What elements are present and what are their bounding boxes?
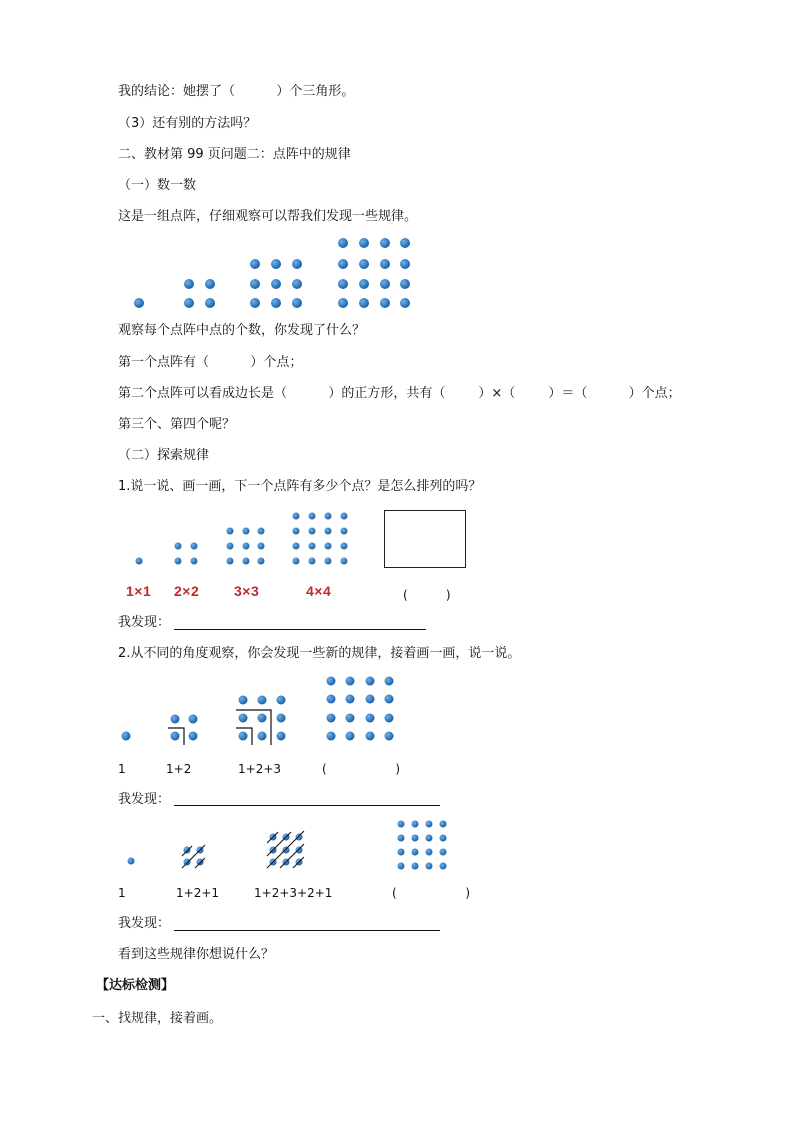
dot-matrix-row-4 xyxy=(128,821,447,870)
dot-matrix-1x1 xyxy=(134,298,144,308)
caption-4x4: 4×4 xyxy=(306,583,332,599)
first-matrix-question: 第一个点阵有（ ）个点； xyxy=(118,355,303,370)
caption-row3-3: 1+2+3 xyxy=(238,762,282,776)
dot-matrix-3x3 xyxy=(250,259,302,308)
found-label-3: 我发现： xyxy=(118,916,171,931)
answer-line-1[interactable] xyxy=(174,629,426,630)
dot-matrix-row-3 xyxy=(122,677,394,746)
dot-matrix-4x4 xyxy=(338,238,410,308)
section-2-heading: 二、教材第 99 页问题二：点阵中的规律 xyxy=(118,147,351,162)
answer-line-3[interactable] xyxy=(174,930,440,931)
answer-blank-row-3[interactable]: ( ) xyxy=(322,762,401,776)
caption-3x3: 3×3 xyxy=(234,583,260,599)
caption-1x1: 1×1 xyxy=(126,583,152,599)
caption-row4-3: 1+2+3+2+1 xyxy=(254,886,333,900)
subsection-count: （一）数一数 xyxy=(118,178,197,193)
exercise-1: 一、找规律，接着画。 xyxy=(92,1011,223,1026)
answer-line-2[interactable] xyxy=(174,805,440,806)
caption-2x2: 2×2 xyxy=(174,583,200,599)
observe-question: 观察每个点阵中点的个数，你发现了什么？ xyxy=(118,323,366,338)
conclusion-line: 我的结论：她摆了（ ）个三角形。 xyxy=(118,84,355,99)
third-fourth-question: 第三个、第四个呢？ xyxy=(118,417,236,432)
subsection-explore: （二）探索规律 xyxy=(118,448,210,463)
assessment-heading: 【达标检测】 xyxy=(96,978,175,993)
second-matrix-question: 第二个点阵可以看成边长是（ ）的正方形，共有（ ）×（ ）＝（ ）个点； xyxy=(118,386,681,401)
dot-matrix-2x2 xyxy=(184,279,215,308)
found-label-1: 我发现： xyxy=(118,615,171,630)
found-label-2: 我发现： xyxy=(118,792,171,807)
task-2: 2.从不同的角度观察，你会发现一些新的规律，接着画一画，说一说。 xyxy=(118,646,521,661)
caption-row3-1: 1 xyxy=(118,762,126,776)
caption-row4-2: 1+2+1 xyxy=(176,886,220,900)
answer-blank-row-4[interactable]: ( ) xyxy=(392,886,471,900)
think-question: 看到这些规律你想说什么？ xyxy=(118,947,275,962)
dot-matrix-row-2 xyxy=(136,513,348,565)
drawing-box[interactable] xyxy=(384,510,466,568)
caption-row3-2: 1+2 xyxy=(166,762,192,776)
caption-row4-1: 1 xyxy=(118,886,126,900)
intro-text: 这是一组点阵，仔细观察可以帮我们发现一些规律。 xyxy=(118,209,418,224)
answer-blank-row-2[interactable]: ( ) xyxy=(403,588,451,602)
task-1: 1.说一说、画一画，下一个点阵有多少个点？是怎么排列的吗？ xyxy=(118,479,482,494)
question-3: （3）还有别的方法吗？ xyxy=(118,116,257,131)
